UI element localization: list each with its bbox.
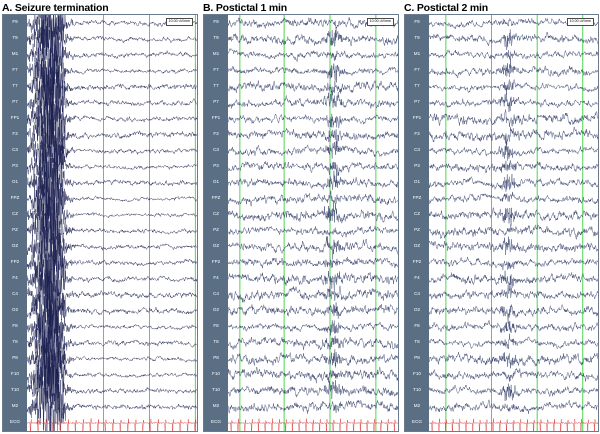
channel-label-cz: CZ — [413, 211, 421, 217]
channel-label-p7: P7 — [12, 99, 18, 105]
channel-label-t10: T10 — [11, 387, 19, 393]
eeg-plot-area — [2, 14, 198, 432]
channel-label-f9: F9 — [213, 19, 219, 25]
channel-label-t8: T8 — [414, 339, 420, 345]
trace-cz — [228, 203, 398, 223]
channel-label-p3: P3 — [414, 163, 420, 169]
trace-fpz — [429, 192, 598, 204]
channel-label-fpz: FPZ — [211, 195, 221, 201]
channel-label-c3: C3 — [12, 147, 18, 153]
channel-label-o2: O2 — [212, 307, 220, 313]
trace-f4 — [429, 271, 598, 291]
panel-title: C. Postictal 2 min — [404, 2, 488, 14]
channel-label-f3: F3 — [12, 131, 18, 137]
channel-label-f8: F8 — [414, 323, 420, 329]
channel-label-fpz: FPZ — [10, 195, 20, 201]
trace-fp1 — [228, 114, 398, 128]
channel-label-column — [405, 15, 429, 431]
channel-label-fpz: FPZ — [412, 195, 422, 201]
trace-ecg — [27, 418, 197, 431]
channel-label-f7: F7 — [12, 67, 18, 73]
channel-label-t7: T7 — [12, 83, 18, 89]
trace-t8 — [429, 334, 598, 349]
channel-label-c4: C4 — [213, 291, 219, 297]
eeg-plot-area — [203, 14, 399, 432]
channel-label-p8: P8 — [414, 355, 420, 361]
channel-label-f10: F10 — [212, 371, 220, 377]
channel-label-f4: F4 — [414, 275, 420, 281]
channel-label-o2: O2 — [413, 307, 421, 313]
trace-m2 — [429, 400, 598, 414]
channel-label-m2: M2 — [413, 403, 421, 409]
trace-fp2 — [429, 257, 598, 270]
channel-label-p7: P7 — [414, 99, 420, 105]
eeg-panel-3 — [404, 0, 599, 434]
trace-oz — [228, 236, 398, 259]
eeg-traces — [228, 15, 398, 431]
trace-m2 — [228, 400, 398, 414]
channel-label-p3: P3 — [213, 163, 219, 169]
channel-label-m1: M1 — [11, 51, 19, 57]
trace-m1 — [429, 50, 598, 60]
channel-label-f8: F8 — [12, 323, 18, 329]
channel-label-cz: CZ — [212, 211, 220, 217]
channel-label-f9: F9 — [414, 19, 420, 25]
trace-p7 — [228, 91, 398, 109]
channel-label-f7: F7 — [213, 67, 219, 73]
channel-label-p8: P8 — [12, 355, 18, 361]
channel-label-m1: M1 — [413, 51, 421, 57]
channel-label-f9: F9 — [12, 19, 18, 25]
trace-t8 — [228, 336, 398, 350]
channel-label-c4: C4 — [12, 291, 18, 297]
channel-label-f7: F7 — [414, 67, 420, 73]
channel-label-f4: F4 — [12, 275, 18, 281]
trace-c3 — [228, 139, 398, 159]
trace-m1 — [228, 49, 398, 62]
channel-label-t8: T8 — [213, 339, 219, 345]
trace-p7 — [429, 93, 598, 112]
channel-label-fp1: FP1 — [10, 115, 20, 121]
channel-label-f3: F3 — [213, 131, 219, 137]
trace-f10 — [429, 368, 598, 381]
trace-t10 — [228, 380, 398, 399]
channel-label-m1: M1 — [212, 51, 220, 57]
channel-label-pz: PZ — [213, 227, 219, 233]
trace-c3 — [429, 141, 598, 160]
trace-o2 — [429, 305, 598, 324]
channel-label-f4: F4 — [213, 275, 219, 281]
channel-label-t8: T8 — [12, 339, 18, 345]
channel-label-column — [204, 15, 228, 431]
channel-label-c3: C3 — [414, 147, 420, 153]
trace-pz — [228, 226, 398, 237]
trace-f7 — [228, 64, 398, 83]
trace-p3 — [429, 160, 598, 173]
panel-title: B. Postictal 1 min — [203, 2, 287, 14]
channel-label-fp2: FP2 — [10, 259, 20, 265]
trace-p8 — [228, 349, 398, 367]
channel-label-pz: PZ — [414, 227, 420, 233]
channel-label-fp2: FP2 — [211, 259, 221, 265]
trace-pz — [429, 224, 598, 240]
trace-fp2 — [228, 257, 398, 268]
trace-ecg — [228, 419, 398, 431]
channel-label-o2: O2 — [11, 307, 19, 313]
channel-label-o1: O1 — [212, 179, 220, 185]
channel-label-t7: T7 — [213, 83, 219, 89]
channel-label-f3: F3 — [414, 131, 420, 137]
trace-c4 — [228, 286, 398, 302]
eeg-traces — [27, 15, 197, 431]
trace-p3 — [228, 161, 398, 176]
channel-label-p3: P3 — [12, 163, 18, 169]
trace-fp1 — [429, 109, 598, 127]
trace-t7 — [228, 81, 398, 96]
channel-label-t9: T9 — [213, 35, 219, 41]
channel-label-c4: C4 — [414, 291, 420, 297]
channel-label-pz: PZ — [12, 227, 18, 233]
channel-label-column — [3, 15, 27, 431]
channel-label-cz: CZ — [11, 211, 19, 217]
trace-c4 — [429, 285, 598, 299]
channel-label-f8: F8 — [213, 323, 219, 329]
channel-label-p7: P7 — [213, 99, 219, 105]
channel-label-t7: T7 — [414, 83, 420, 89]
eeg-plot-area — [404, 14, 599, 432]
trace-f4 — [27, 239, 197, 314]
trace-f8 — [228, 320, 398, 335]
channel-label-fp1: FP1 — [412, 115, 422, 121]
eeg-traces — [429, 15, 598, 431]
panel-title: A. Seizure termination — [2, 2, 109, 14]
channel-label-t10: T10 — [413, 387, 421, 393]
trace-f7 — [429, 59, 598, 78]
trace-p8 — [429, 352, 598, 368]
trace-cz — [429, 208, 598, 226]
channel-label-oz: OZ — [11, 243, 19, 249]
channel-label-t10: T10 — [212, 387, 220, 393]
scale-bar: 10.00 uV/mm — [166, 18, 193, 26]
trace-f8 — [429, 320, 598, 333]
eeg-panel-2 — [203, 0, 399, 434]
channel-label-ecg: ECG — [412, 419, 422, 425]
channel-label-t9: T9 — [12, 35, 18, 41]
channel-label-m2: M2 — [212, 403, 220, 409]
channel-label-t9: T9 — [414, 35, 420, 41]
trace-t7 — [429, 79, 598, 94]
trace-fpz — [228, 191, 398, 207]
channel-label-o1: O1 — [413, 179, 421, 185]
channel-label-fp1: FP1 — [211, 115, 221, 121]
trace-oz — [429, 237, 598, 255]
channel-label-f10: F10 — [413, 371, 421, 377]
channel-label-fp2: FP2 — [412, 259, 422, 265]
channel-label-c3: C3 — [213, 147, 219, 153]
trace-t9 — [228, 27, 398, 46]
channel-label-ecg: ECG — [10, 419, 20, 425]
channel-label-p8: P8 — [213, 355, 219, 361]
channel-label-oz: OZ — [212, 243, 220, 249]
trace-ecg — [429, 419, 598, 431]
eeg-panel-1 — [2, 0, 198, 434]
trace-f3 — [429, 127, 598, 145]
trace-t10 — [429, 384, 598, 401]
trace-t9 — [429, 29, 598, 49]
trace-o1 — [228, 171, 398, 190]
channel-label-oz: OZ — [413, 243, 421, 249]
channel-label-f10: F10 — [11, 371, 19, 377]
trace-f10 — [228, 367, 398, 383]
channel-label-o1: O1 — [11, 179, 19, 185]
trace-o1 — [429, 174, 598, 192]
scale-bar: 10.00 uV/mm — [367, 18, 394, 26]
trace-f3 — [228, 128, 398, 143]
scale-bar: 10.00 uV/mm — [567, 18, 594, 26]
channel-label-m2: M2 — [11, 403, 19, 409]
channel-label-ecg: ECG — [211, 419, 221, 425]
trace-o2 — [228, 302, 398, 318]
